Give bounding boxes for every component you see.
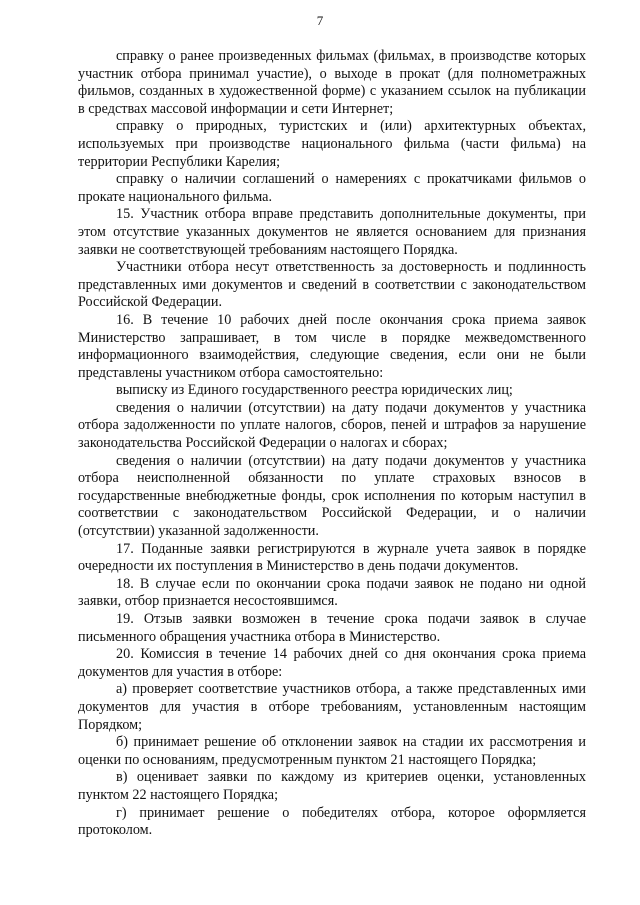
paragraph-item-17: 17. Поданные заявки регистрируются в журнале учета заявок в порядке очередности их поступления в Министерство в день подачи документов. bbox=[78, 540, 586, 575]
page-number: 7 bbox=[316, 13, 324, 28]
document-body bbox=[78, 48, 586, 840]
paragraph-insurance-debt: сведения о наличии (отсутствии) на дату подачи документов у участника отбора неисполненной обязанности по уплате страховых взносов в государственные внебюджетные фонды, срок исполнения по которым наступил в соответствии с законодательством Российской Федерации, и о наличии (отсутствии) указанной задолженности. bbox=[78, 452, 586, 540]
paragraph-tax-debt: сведения о наличии (отсутствии) на дату подачи документов у участника отбора задолженности по уплате налогов, сборов, пеней и штрафов за нарушение законодательства Российской Федерации о налогах и сборах; bbox=[78, 399, 586, 452]
paragraph-item-16: 16. В течение 10 рабочих дней после окончания срока приема заявок Министерство запрашивает, в том числе в порядке межведомственного информационного взаимодействия, следующие сведения, если они не были представлены участником отбора самостоятельно: bbox=[78, 311, 586, 381]
paragraph-item-19: 19. Отзыв заявки возможен в течение срока подачи заявок в случае письменного обращения участника отбора в Министерство. bbox=[78, 611, 586, 645]
paragraph-distribution-agreements: справку о наличии соглашений о намерениях с прокатчиками фильмов о прокате национального фильма. bbox=[78, 171, 586, 205]
paragraph-item-18: 18. В случае если по окончании срока подачи заявок не подано ни одной заявки, отбор признается несостоявшимся. bbox=[78, 575, 586, 610]
paragraph-item-20-b: б) принимает решение об отклонении заявок на стадии их рассмотрения и оценки по основаниям, предусмотренным пунктом 21 настоящего Порядка; bbox=[78, 734, 586, 768]
paragraph-item-20-g: г) принимает решение о победителях отбора, которое оформляется протоколом. bbox=[78, 804, 586, 839]
paragraph-item-20-a: а) проверяет соответствие участников отбора, а также представленных ими документов для участия в отборе требованиям, установленным настоящим Порядком; bbox=[78, 681, 586, 733]
paragraph-item-20: 20. Комиссия в течение 14 рабочих дней со дня окончания срока приема документов для участия в отборе: bbox=[78, 646, 586, 680]
paragraph-item-15: 15. Участник отбора вправе представить дополнительные документы, при этом отсутствие указанных документов не является основанием для признания заявки не соответствующей требованиям настоящего Порядка. bbox=[78, 206, 586, 258]
paragraph-responsibility: Участники отбора несут ответственность за достоверность и подлинность представленных ими документов и сведений в соответствии с законодательством Российской Федерации. bbox=[78, 259, 586, 311]
paragraph-item-20-v: в) оценивает заявки по каждому из критериев оценки, установленных пунктом 22 настоящего Порядка; bbox=[78, 769, 586, 803]
paragraph-registry-extract: выписку из Единого государственного реестра юридических лиц; bbox=[116, 382, 513, 399]
paragraph-film-history-certificate: справку о ранее произведенных фильмах (фильмах, в производстве которых участник отбора принимал участие), о выходе в прокат (для полнометражных фильмов, созданных в художественной форме) с указанием ссылок на публикации в средствах массовой информации и сети Интернет; bbox=[78, 48, 586, 117]
paragraph-objects-certificate: справку о природных, туристских и (или) архитектурных объектах, используемых при производстве национального фильма (части фильма) на территории Республики Карелия; bbox=[78, 118, 586, 170]
